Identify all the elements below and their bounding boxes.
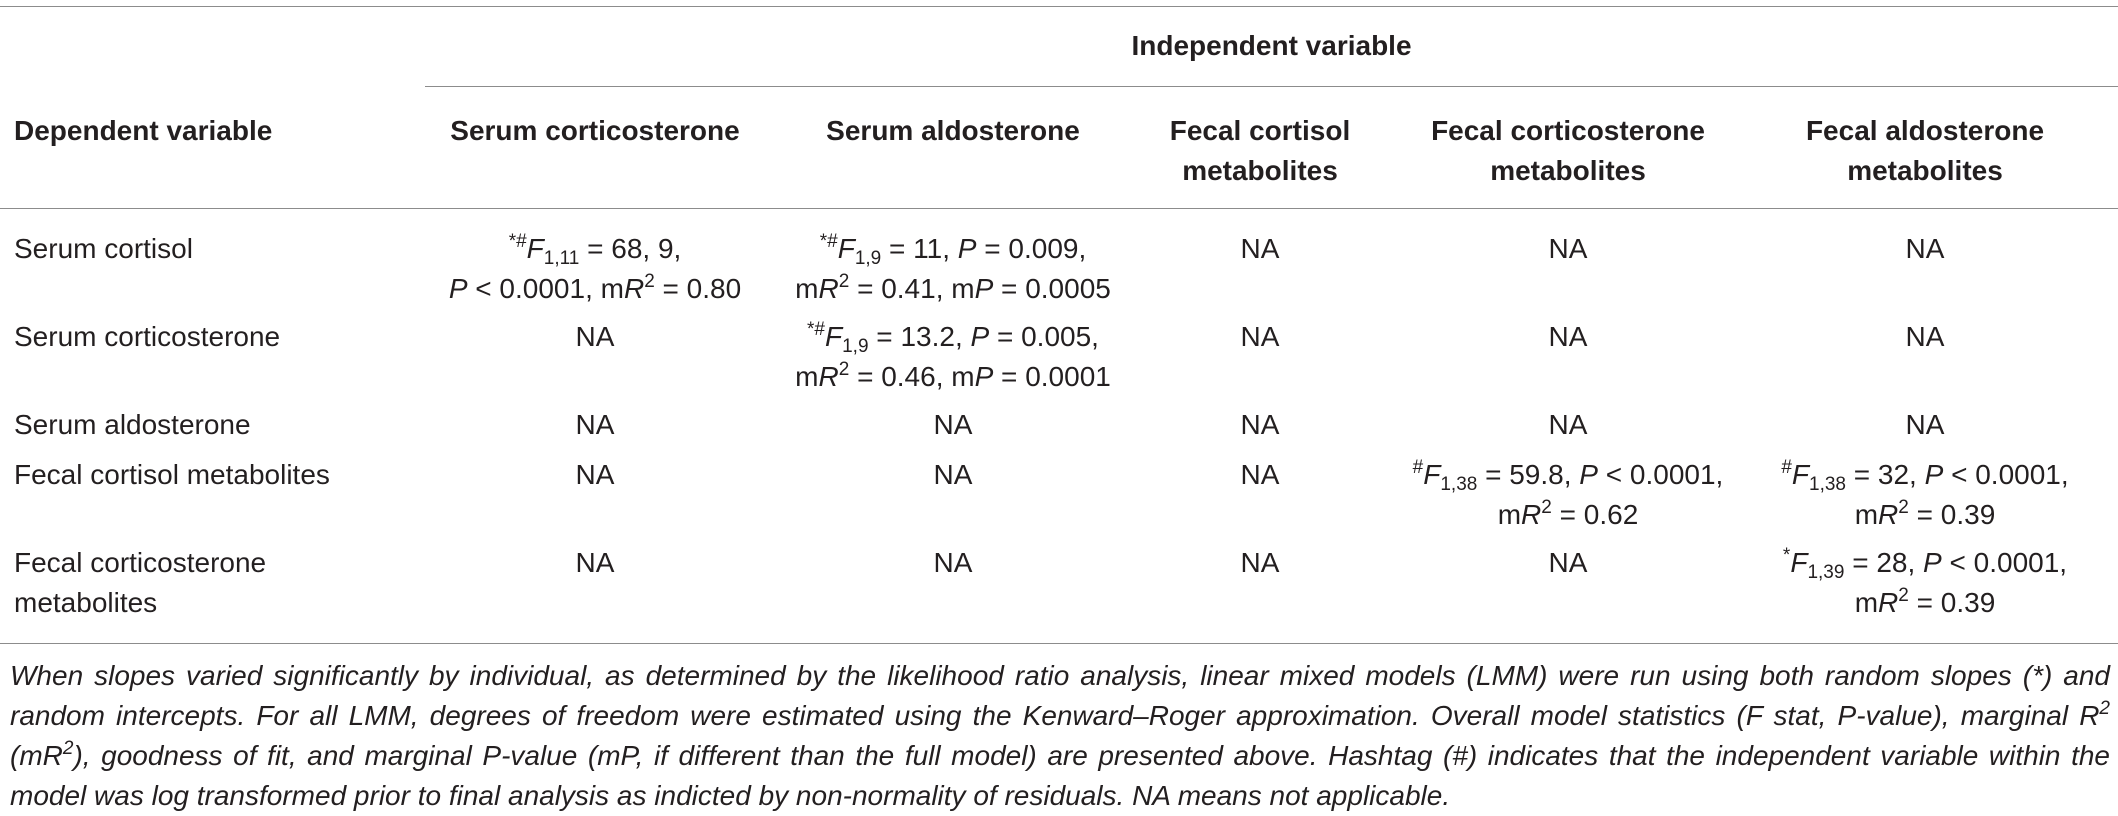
table-cell: $^{\#}F_{1,38} = 32$, P < 0.0001, $mR^2 = 0.39$ <box>1781 457 2069 530</box>
row-label: Fecal cortisol metabolites <box>14 459 330 490</box>
table-cell: NA <box>1548 321 1588 352</box>
column-header: Fecal cortisol metabolites <box>1169 115 1351 186</box>
table-top-rule <box>0 6 2118 7</box>
table-cell: NA <box>1905 321 1945 352</box>
table-cell: NA <box>1240 409 1280 440</box>
table-cell: $^{*\#}F_{1,11} = 68$, 9, P < 0.0001, $mR^2 = 0.80$ <box>448 231 742 304</box>
spanning-header: Independent variable <box>1131 30 1412 61</box>
column-header: Serum corticosterone <box>450 115 740 146</box>
row-label: Serum cortisol <box>14 233 193 264</box>
table-cell: $^{*\#}F_{1,9} = 13.2$, P = 0.005, $mR^2 = 0.46$, mP = 0.0001 <box>795 319 1111 392</box>
table-cell: NA <box>575 547 615 578</box>
table-cell: NA <box>1548 409 1588 440</box>
table-cell: $^{\#}F_{1,38} = 59.8$, P < 0.0001, $mR^2 = 0.62$ <box>1412 457 1724 530</box>
row-label: Serum aldosterone <box>14 409 251 440</box>
header-bottom-rule <box>0 208 2118 209</box>
table-cell: NA <box>575 459 615 490</box>
table-cell: NA <box>1905 233 1945 264</box>
table-cell: NA <box>933 409 973 440</box>
row-label: Serum corticosterone <box>14 321 281 352</box>
table-cell: NA <box>1548 233 1588 264</box>
column-header: Fecal corticosterone metabolites <box>1431 115 1705 186</box>
table-footnote: When slopes varied significantly by individual, as determined by the likelihood ratio analysis, linear mixed models (LMM) were run using both random slopes (*) and random intercepts. For all LMM, degrees of freedom were estimated using the Kenward–Roger approximation. Overall model statistics (F stat, P-value), marginal $R^2$ $(mR^2)$, goodness of fit, and marginal P-value (mP, if different than the full model) are presented above. Hashtag (#) indicates that the independent variable within the model was log transformed prior to final analysis as indicted by non-normality of residuals. NA means not applicable. <box>10 660 2110 811</box>
table-cell: NA <box>1905 409 1945 440</box>
table-cell: NA <box>1240 459 1280 490</box>
column-header: Fecal aldosterone metabolites <box>1805 115 2045 186</box>
table-cell: NA <box>575 321 615 352</box>
table-cell: $^*F_{1,39} = 28$, P < 0.0001, $mR^2 = 0.39$ <box>1782 545 2068 618</box>
table-bottom-rule <box>0 643 2118 644</box>
table-cell: NA <box>1240 233 1280 264</box>
table-cell: NA <box>1240 321 1280 352</box>
table-cell: NA <box>933 547 973 578</box>
table-cell: NA <box>933 459 973 490</box>
table-cell: NA <box>1548 547 1588 578</box>
table-cell: $^{*\#}F_{1,9} = 11$, P = 0.009, $mR^2 = 0.41$, mP = 0.0005 <box>795 231 1111 304</box>
table-cell: NA <box>1240 547 1280 578</box>
row-label: Fecal corticosterone metabolites <box>14 547 267 618</box>
table-cell: NA <box>575 409 615 440</box>
dependent-variable-header: Dependent variable <box>14 115 273 146</box>
column-header: Serum aldosterone <box>826 115 1080 146</box>
spanner-rule <box>425 86 2118 87</box>
